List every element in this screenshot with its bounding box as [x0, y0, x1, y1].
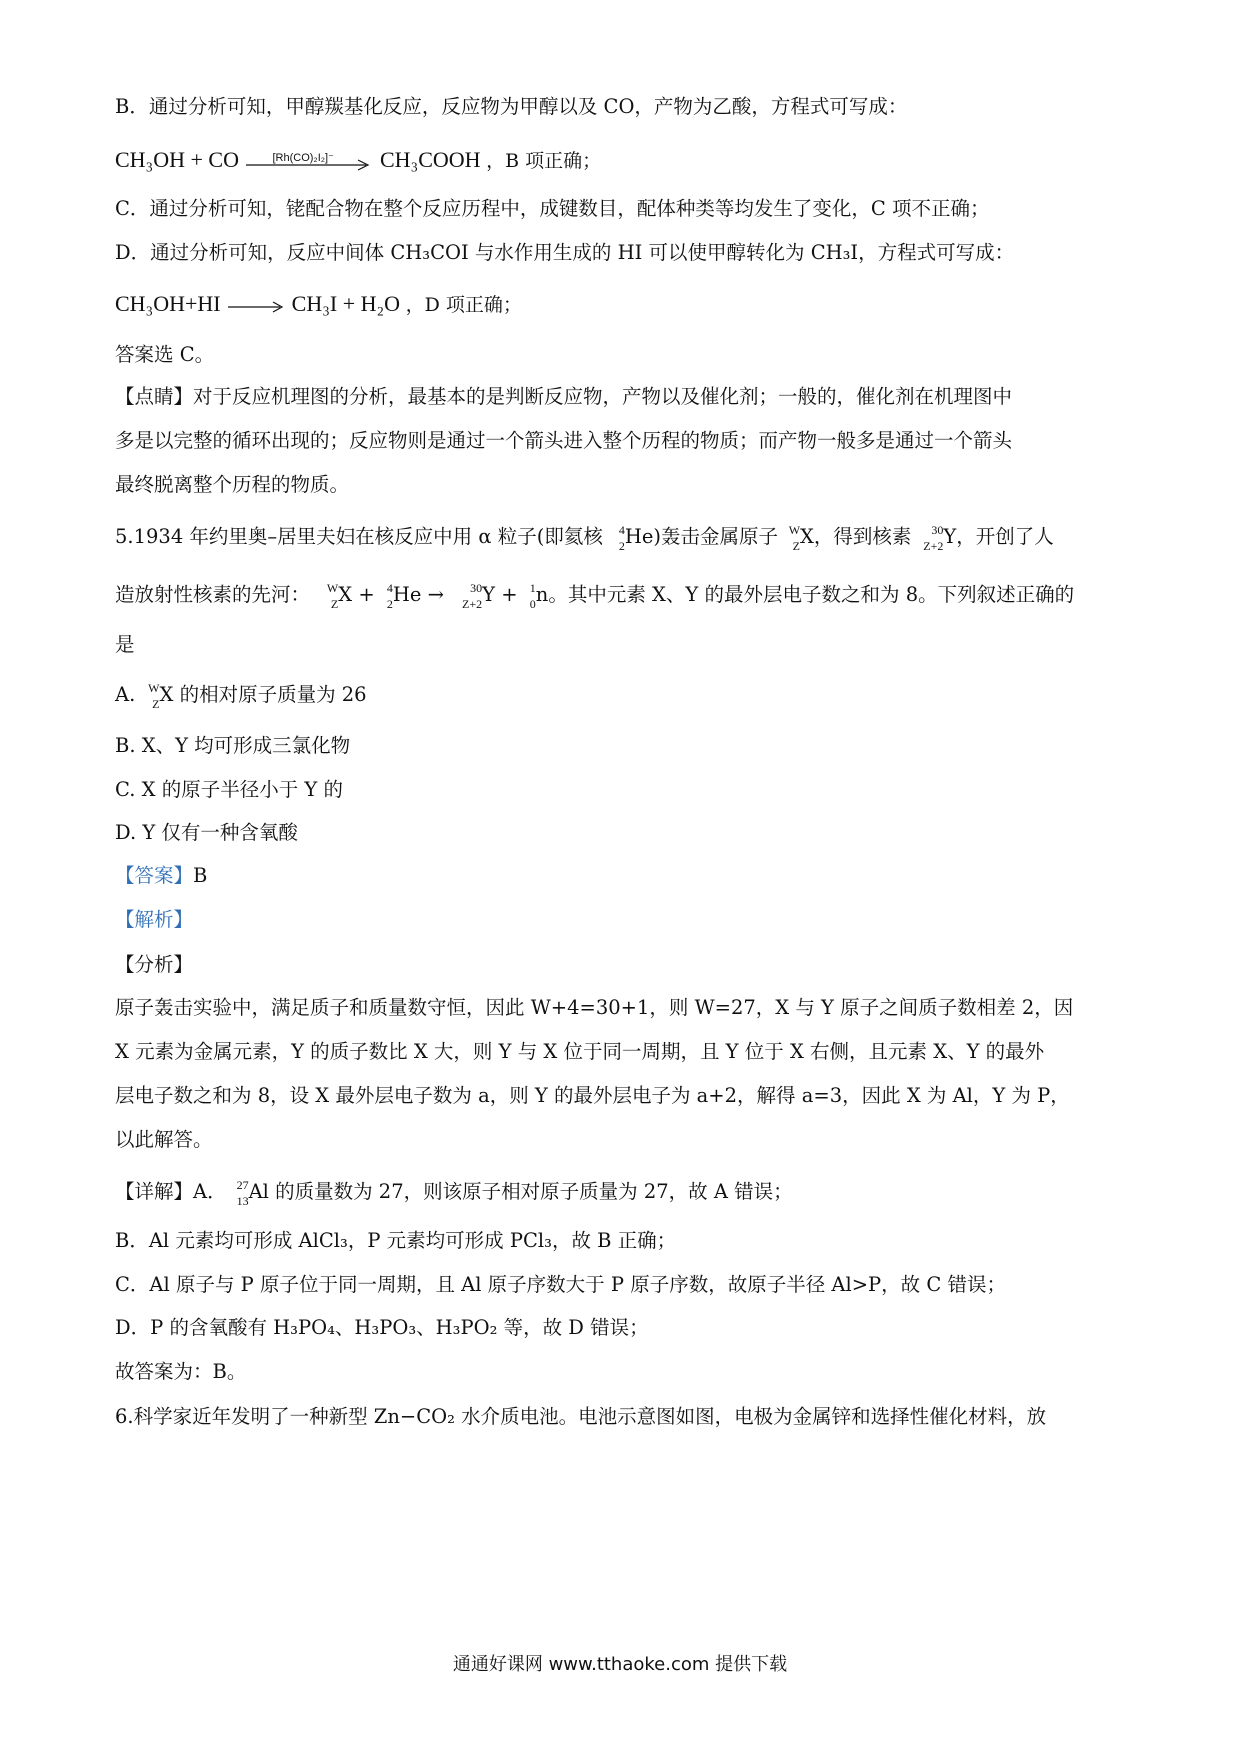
- nuclide-y: 30 Z+2: [923, 522, 944, 553]
- text-line: C．通过分析可知，铑配合物在整个反应历程中，成键数目，配体种类等均发生了变化，C 项不正确；: [115, 197, 990, 220]
- text-line: 【点睛】对于反应机理图的分析，最基本的是判断反应物，产物以及催化剂；一般的，催化剂在机理图中: [115, 385, 1013, 408]
- question-5-stem: [115, 522, 1135, 553]
- q5-text: X，得到核素: [800, 525, 912, 548]
- answer-value: B: [193, 864, 208, 887]
- nuclide-he: 4 2: [618, 522, 625, 553]
- eq-tail: ，B 项正确；: [486, 150, 602, 172]
- nuclide-n: 1 0: [529, 580, 536, 611]
- reaction-arrow: [226, 291, 286, 321]
- eq-left: CH₃OH + CO: [115, 147, 239, 172]
- text-line: 是: [115, 633, 135, 656]
- nuclide-y: 30 Z+2: [462, 580, 483, 611]
- q5-text: Y，开创了人: [943, 525, 1054, 548]
- q5-text: 。其中元素 X、Y 的最外层电子数之和为 8。下列叙述正确的: [548, 583, 1075, 606]
- text-line: 以此解答。: [115, 1128, 213, 1151]
- text-line: 答案选 C。: [115, 343, 215, 366]
- q5-text: He)轰击金属原子: [624, 525, 779, 548]
- text-line: D．通过分析可知，反应中间体 CH₃COI 与水作用生成的 HI 可以使甲醇转化为 CH₃I，方程式可写成：: [115, 241, 1015, 264]
- nuclide-x: W Z: [326, 580, 339, 611]
- nuclide-x: W Z: [148, 680, 160, 711]
- nuclide-x: W Z: [788, 522, 801, 553]
- option-d: D. Y 仅有一种含氧酸: [115, 821, 298, 844]
- question-5-equation: 造放射性核素的先河： W Z X + 4 2 He → 30 Z+2 Y + 1 0 n。其中元素 X、Y 的最外层电子数之和为 8。下列叙述正确的: [115, 580, 1075, 611]
- text-line: B．通过分析可知，甲醇羰基化反应，反应物为甲醇以及 CO，产物为乙酸，方程式可写成：: [115, 95, 908, 118]
- q5-text: 造放射性核素的先河：: [115, 583, 311, 606]
- text-line: 原子轰击实验中，满足质子和质量数守恒，因此 W+4=30+1，则 W=27，X 与 Y 原子之间质子数相差 2，因: [115, 996, 1074, 1019]
- text-line: D．P 的含氧酸有 H₃PO₄、H₃PO₃、H₃PO₂ 等，故 D 错误；: [115, 1316, 649, 1339]
- analysis-heading: 【解析】: [115, 908, 194, 931]
- arrow-icon: [226, 291, 286, 321]
- option-c: C. X 的原子半径小于 Y 的: [115, 778, 343, 801]
- eq-left: CH₃OH+HI: [115, 291, 221, 316]
- nuclide-he: 4 2: [386, 580, 393, 611]
- text-line: 多是以完整的循环出现的；反应物则是通过一个箭头进入整个历程的物质；而产物一般多是通过一个箭头: [115, 429, 1013, 452]
- eq-tail: ，D 项正确；: [405, 294, 522, 316]
- text-line: B．Al 元素均可形成 AlCl₃，P 元素均可形成 PCl₃，故 B 正确；: [115, 1229, 677, 1252]
- equation-methanol-carbonylation: [115, 145, 1135, 177]
- equation-hi: [115, 289, 1135, 321]
- text-line: 层电子数之和为 8，设 X 最外层电子数为 a，则 Y 的最外层电子为 a+2，解得 a=3，因此 X 为 Al，Y 为 P，: [115, 1084, 1070, 1107]
- answer-label: 【答案】: [115, 864, 194, 887]
- q5-text: 5.1934 年约里奥–居里夫妇在核反应中用 α 粒子(即氦核: [115, 525, 603, 548]
- answer-line: [115, 861, 1135, 891]
- text-line: X 元素为金属元素，Y 的质子数比 X 大，则 Y 与 X 位于同一周期，且 Y 位于 X 右侧，且元素 X、Y 的最外: [115, 1040, 1045, 1063]
- page-footer: 通通好课网 www.tthaoke.com 提供下载: [452, 1654, 788, 1675]
- catalyst-arrow: [244, 147, 374, 177]
- detail-a: 【详解】A． 27 13 Al 的质量数为 27，则该原子相对原子质量为 27，故 A 错误；: [115, 1177, 793, 1208]
- option-a: A. W Z X 的相对原子质量为 26: [115, 680, 367, 711]
- eq-right: CH₃COOH: [379, 147, 481, 172]
- text-line: 最终脱离整个历程的物质。: [115, 473, 350, 496]
- text-line: C．Al 原子与 P 原子位于同一周期，且 Al 原子序数大于 P 原子序数，故原子半径 Al>P，故 C 错误；: [115, 1273, 1006, 1296]
- catalyst-label: [Rh(CO)₂I₂]⁻: [272, 151, 334, 164]
- eq-right: CH₃I + H₂O: [291, 291, 401, 316]
- nuclide-al: 27 13: [236, 1177, 249, 1208]
- text-line: 故答案为：B。: [115, 1360, 247, 1383]
- fenxi-heading: 【分析】: [115, 953, 194, 976]
- question-6-stem: 6.科学家近年发明了一种新型 Zn−CO₂ 水介质电池。电池示意图如图，电极为金属锌和选择性催化材料，放: [115, 1405, 1047, 1428]
- option-b: B. X、Y 均可形成三氯化物: [115, 734, 351, 757]
